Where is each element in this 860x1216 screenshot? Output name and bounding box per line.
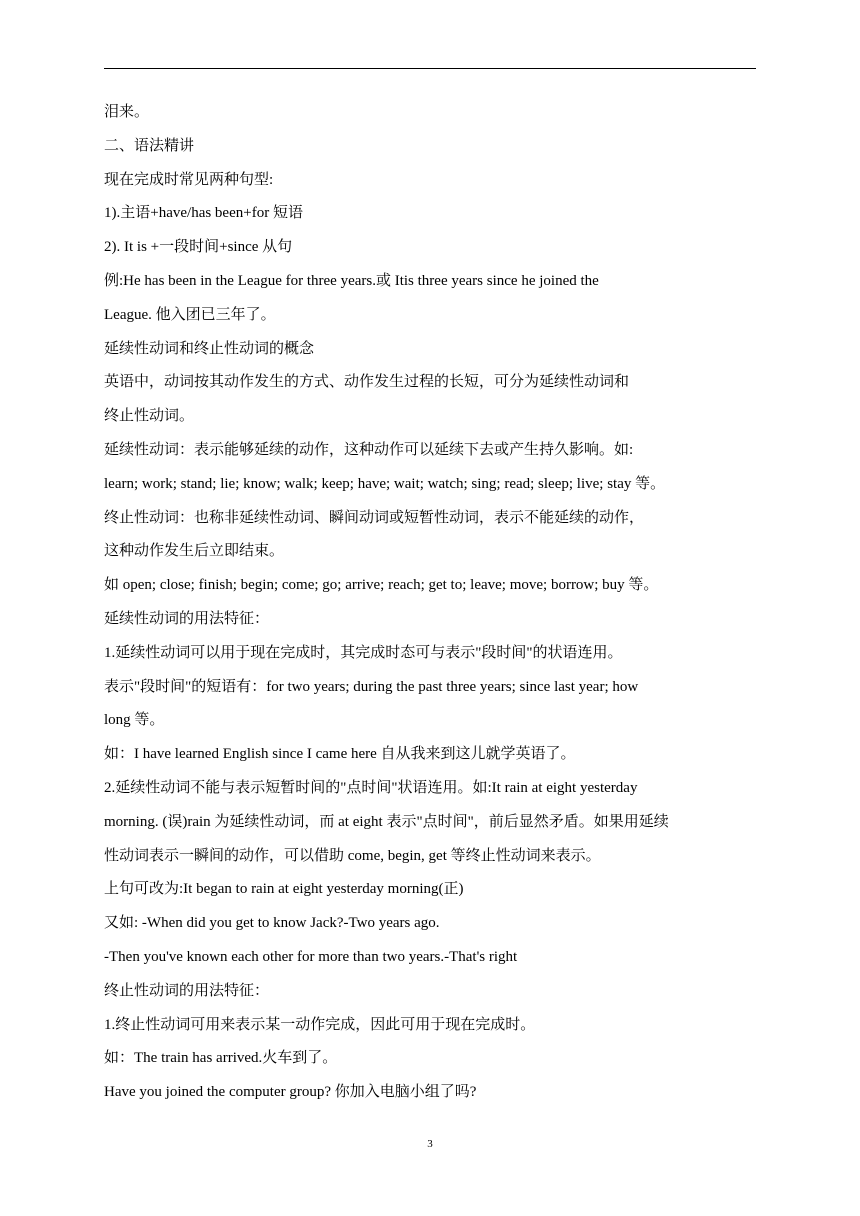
text-line: 1).主语+have/has been+for 短语 <box>104 205 303 222</box>
text-line: 如 open; close; finish; begin; come; go; arrive; reach; get to; leave; move; borrow; buy 等。 <box>104 577 659 594</box>
text-line: 如：I have learned English since I came here 自从我来到这儿就学英语了。 <box>104 746 576 763</box>
text-line: 现在完成时常见两种句型: <box>104 171 274 188</box>
text-line: 这种动作发生后立即结束。 <box>104 543 285 560</box>
text-line: 例:He has been in the League for three years.或 Itis three years since he joined the <box>104 272 599 289</box>
text-line: 2.延续性动词不能与表示短暂时间的"点时间"状语连用。如:It rain at eight yesterday <box>104 779 638 796</box>
text-line: 泪来。 <box>104 104 150 120</box>
text-line: long 等。 <box>104 712 165 729</box>
text-line: 2). It is +一段时间+since 从句 <box>104 239 293 256</box>
text-line: Have you joined the computer group? 你加入电脑小组了吗? <box>104 1084 477 1101</box>
text-line: 上句可改为:It began to rain at eight yesterday morning(正) <box>104 881 464 898</box>
text-line: 延续性动词和终止性动词的概念 <box>104 340 315 357</box>
text-line: 终止性动词。 <box>104 408 195 425</box>
text-line: morning. (误)rain 为延续性动词，而 at eight 表示"点时间"，前后显然矛盾。如果用延续 <box>104 813 669 830</box>
text-line: 延续性动词：表示能够延续的动作，这种动作可以延续下去或产生持久影响。如: <box>104 441 634 458</box>
text-line: 1.延续性动词可以用于现在完成时，其完成时态可与表示"段时间"的状语连用。 <box>104 644 623 661</box>
text-line: 终止性动词：也称非延续性动词、瞬间动词或短暂性动词，表示不能延续的动作， <box>104 509 645 526</box>
header-rule <box>104 68 756 69</box>
document-body <box>104 96 764 1110</box>
text-line: 1.终止性动词可用来表示某一动作完成，因此可用于现在完成时。 <box>104 1016 536 1033</box>
text-line: 延续性动词的用法特征： <box>104 610 270 627</box>
section-heading: 二、语法精讲 <box>104 137 195 154</box>
text-line: learn; work; stand; lie; know; walk; keep; have; wait; watch; sing; read; sleep; live; stay 等。 <box>104 475 666 492</box>
text-line: 性动词表示一瞬间的动作，可以借助 come, begin, get 等终止性动词来表示。 <box>104 847 601 864</box>
text-line: 表示"段时间"的短语有：for two years; during the past three years; since last year; how <box>104 678 639 695</box>
text-line: -Then you've known each other for more than two years.-That's right <box>104 948 518 965</box>
text-line: 终止性动词的用法特征： <box>104 982 270 999</box>
text-line: 如：The train has arrived.火车到了。 <box>104 1050 338 1067</box>
page-number: 3 <box>427 1138 433 1150</box>
text-line: League. 他入团已三年了。 <box>104 306 276 323</box>
text-line: 英语中，动词按其动作发生的方式、动作发生过程的长短，可分为延续性动词和 <box>104 374 630 391</box>
text-line: 又如: -When did you get to know Jack?-Two years ago. <box>104 915 440 932</box>
